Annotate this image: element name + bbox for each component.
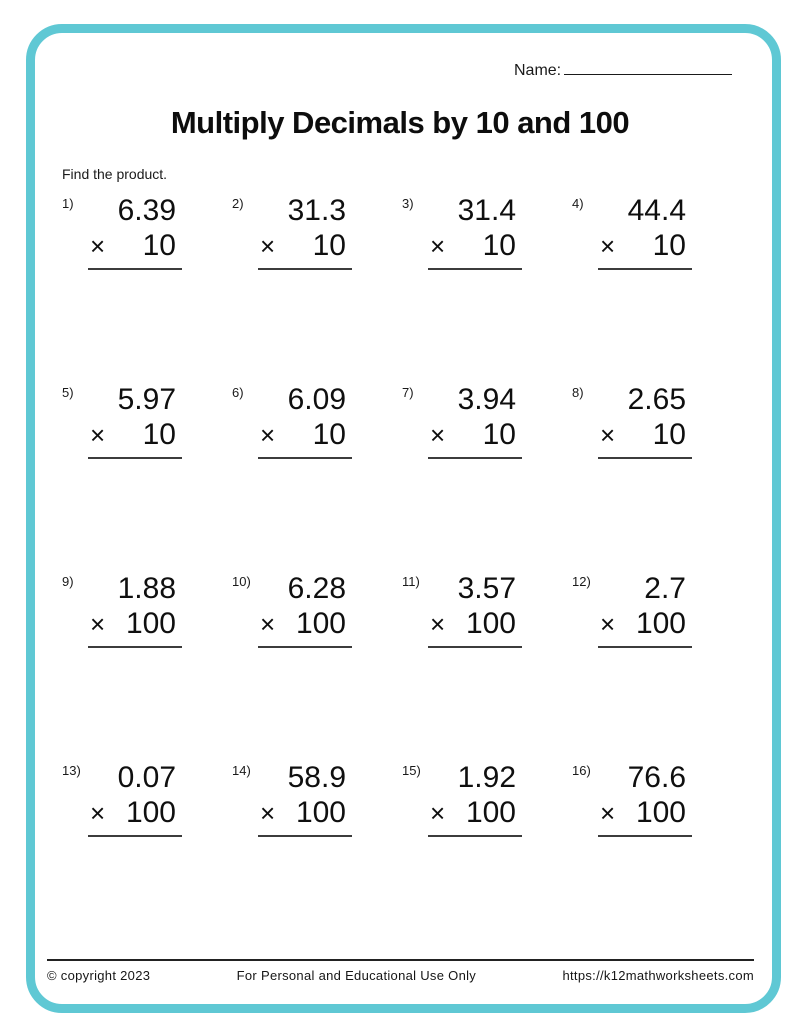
problem-cell [62,194,232,383]
multiply-row [258,417,352,453]
answer-line [598,457,692,459]
problem-number: 16) [572,763,591,778]
multiplier: 10 [312,229,346,262]
multiply-row [598,417,692,453]
multiply-row [258,606,352,642]
problem-number: 3) [402,196,414,211]
answer-line [428,835,522,837]
answer-line [88,646,182,648]
problem-block [88,194,182,270]
multiplier: 100 [295,796,346,829]
answer-line [258,457,352,459]
multiply-sign-icon: × [600,798,616,828]
problem-block [88,572,182,648]
footer-url: https://k12mathworksheets.com [562,968,754,983]
problem-number: 6) [232,385,244,400]
multiplicand: 6.39 [117,194,176,227]
problem-block [88,383,182,459]
answer-line [598,646,692,648]
multiplier: 10 [312,418,346,451]
problem-cell [232,572,402,761]
problem-number: 15) [402,763,421,778]
multiplier: 10 [482,229,516,262]
name-label: Name: [514,62,562,79]
multiply-sign-icon: × [430,798,446,828]
multiply-row [428,606,522,642]
multiplicand: 31.4 [457,194,516,227]
multiplier: 10 [142,418,176,451]
multiply-sign-icon: × [90,231,106,261]
multiplicand: 58.9 [287,761,346,794]
multiply-row [428,417,522,453]
multiplicand: 44.4 [627,194,686,227]
multiplier: 100 [465,607,516,640]
multiply-sign-icon: × [430,231,446,261]
multiply-row [88,228,182,264]
problem-block [258,572,352,648]
problem-block [428,194,522,270]
multiply-sign-icon: × [90,420,106,450]
problem-block [598,194,692,270]
multiply-row [428,228,522,264]
problem-number: 14) [232,763,251,778]
problem-block [598,383,692,459]
problem-number: 12) [572,574,591,589]
multiplicand: 31.3 [287,194,346,227]
problem-block [258,383,352,459]
problem-cell [572,761,742,950]
multiplicand: 1.92 [457,761,516,794]
multiply-row [428,795,522,831]
answer-line [258,835,352,837]
answer-line [88,268,182,270]
problem-number: 9) [62,574,74,589]
multiply-sign-icon: × [600,231,616,261]
multiplier: 100 [125,607,176,640]
problem-cell [232,383,402,572]
problem-block [258,761,352,837]
multiplier: 100 [295,607,346,640]
problem-cell [402,572,572,761]
answer-line [598,268,692,270]
multiplier: 100 [465,796,516,829]
multiplier: 10 [652,418,686,451]
multiply-sign-icon: × [430,420,446,450]
problem-cell [402,194,572,383]
problem-block [598,761,692,837]
multiply-sign-icon: × [260,798,276,828]
problem-number: 7) [402,385,414,400]
multiply-row [598,228,692,264]
problem-cell [62,761,232,950]
problem-cell [232,194,402,383]
problem-cell [62,383,232,572]
answer-line [428,457,522,459]
multiply-row [258,795,352,831]
multiplier: 100 [635,796,686,829]
multiplier: 100 [635,607,686,640]
problem-cell [572,194,742,383]
multiplicand: 6.28 [287,572,346,605]
multiplicand: 2.7 [644,572,686,605]
multiplicand: 1.88 [117,572,176,605]
multiply-sign-icon: × [260,609,276,639]
multiplier: 10 [482,418,516,451]
multiply-sign-icon: × [260,231,276,261]
multiply-sign-icon: × [430,609,446,639]
problem-number: 8) [572,385,584,400]
multiplicand: 3.57 [457,572,516,605]
answer-line [88,835,182,837]
answer-line [258,646,352,648]
problem-block [428,572,522,648]
multiplier: 10 [142,229,176,262]
answer-line [598,835,692,837]
multiply-sign-icon: × [260,420,276,450]
problem-cell [402,383,572,572]
multiply-sign-icon: × [600,420,616,450]
problem-number: 11) [402,574,420,589]
problem-number: 1) [62,196,74,211]
problem-number: 2) [232,196,244,211]
multiply-row [598,606,692,642]
multiply-sign-icon: × [600,609,616,639]
multiplicand: 0.07 [117,761,176,794]
problem-block [88,761,182,837]
multiply-row [88,606,182,642]
problem-block [428,761,522,837]
multiply-row [598,795,692,831]
multiplier: 10 [652,229,686,262]
name-underline [564,58,732,75]
multiply-sign-icon: × [90,798,106,828]
problem-number: 4) [572,196,584,211]
problem-cell [402,761,572,950]
problem-cell [62,572,232,761]
problem-number: 5) [62,385,74,400]
footer-copyright: © copyright 2023 [47,968,151,983]
multiply-row [258,228,352,264]
name-row [514,58,732,80]
problem-cell [572,572,742,761]
instruction-text: Find the product. [62,166,168,182]
problem-number: 13) [62,763,81,778]
answer-line [428,646,522,648]
problem-number: 10) [232,574,251,589]
multiplicand: 2.65 [627,383,686,416]
answer-line [258,268,352,270]
multiply-row [88,795,182,831]
problems-grid [62,194,742,950]
problem-block [428,383,522,459]
multiplicand: 6.09 [287,383,346,416]
multiplier: 100 [125,796,176,829]
page-title: Multiply Decimals by 10 and 100 [170,105,630,140]
problem-block [258,194,352,270]
problem-block [598,572,692,648]
footer [47,959,754,983]
multiply-sign-icon: × [90,609,106,639]
answer-line [428,268,522,270]
multiply-row [88,417,182,453]
footer-usage: For Personal and Educational Use Only [236,968,477,983]
answer-line [88,457,182,459]
problem-cell [572,383,742,572]
multiplicand: 3.94 [457,383,516,416]
multiplicand: 76.6 [627,761,686,794]
problem-cell [232,761,402,950]
multiplicand: 5.97 [117,383,176,416]
